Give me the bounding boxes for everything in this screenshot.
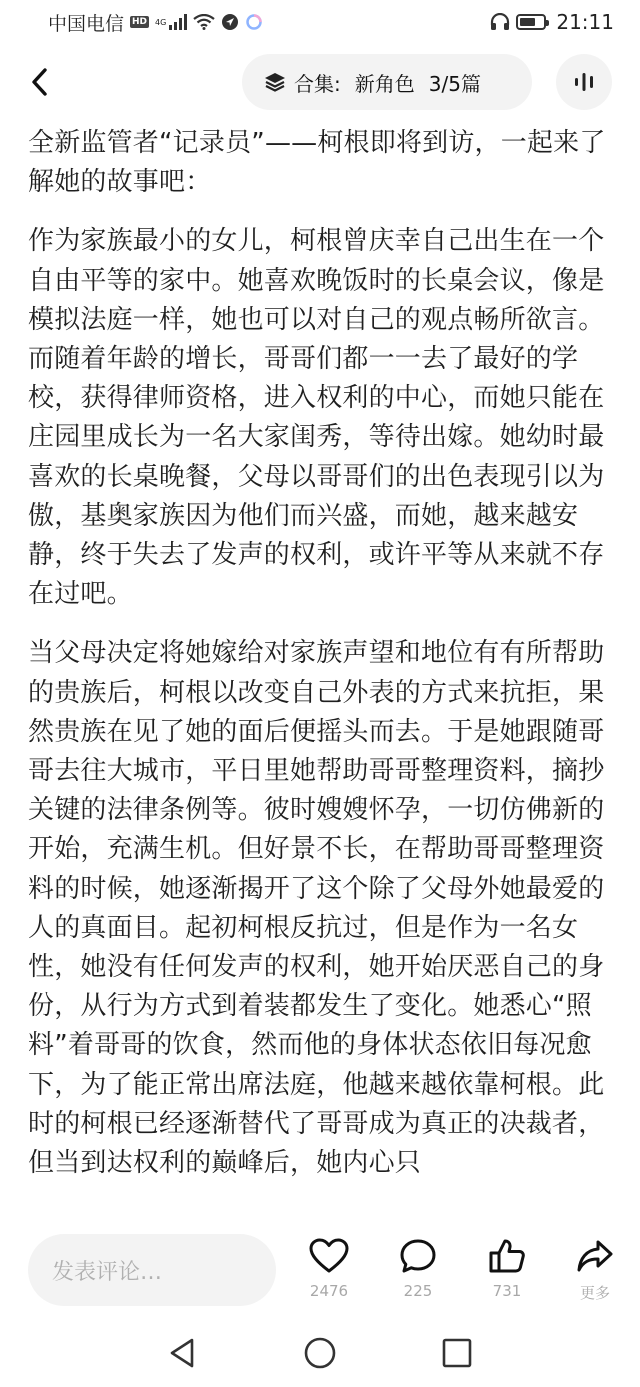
wifi-icon <box>193 14 215 30</box>
comment-bubble-icon <box>399 1238 437 1274</box>
like-button[interactable] <box>472 1238 542 1310</box>
signal-icon <box>169 14 187 30</box>
favorite-count: 2476 <box>309 1282 349 1300</box>
battery-level <box>520 18 534 26</box>
more-label: 更多 <box>579 1284 610 1302</box>
app-notification-icon <box>245 13 263 31</box>
thumbs-up-icon <box>488 1238 526 1274</box>
audio-button[interactable] <box>556 54 612 110</box>
clock: 21:11 <box>556 10 614 34</box>
nav-back-button[interactable] <box>166 1336 200 1370</box>
square-recents-icon <box>440 1336 474 1370</box>
carrier-name: 中国电信 <box>48 12 125 35</box>
back-arrow-icon <box>30 67 50 97</box>
article-paragraph: 全新监管者“记录员”——柯根即将到访，一起来了解她的故事吧： <box>28 128 606 198</box>
article-paragraph: 当父母决定将她嫁给对家族声望和地位有有所帮助的贵族后，柯根以改变自己外表的方式来抗拒，果然贵族在见了她的面后便摇头而去。于是她跟随哥哥去往大城市，平日里她帮助哥哥整理资料，摘抄关键的法律条例等。彼时嫂嫂怀孕，一切仿佛新的开始，充满生机。但好景不长，在帮助哥哥整理资料的时候，她逐渐揭开了这个除了父母外她最爱的人的真面目。起初柯根反抗过，但是作为一名女性，她没有任何发声的权利，她开始厌恶自己的身份，从行为方式到着装都发生了变化。她悉心“照料”着哥哥的饮食，然而他的身体状态依旧每况愈下，为了能正常出席法庭，他越来越依靠柯根。此时的柯根已经逐渐替代了哥哥成为真正的决裁者，但当到达权利的巅峰后，她内心只 <box>28 638 605 1179</box>
stack-icon <box>264 71 286 93</box>
nav-recents-button[interactable] <box>440 1336 474 1370</box>
article-paragraph: 作为家族最小的女儿，柯根曾庆幸自己出生在一个自由平等的家中。她喜欢晚饭时的长桌会议，像是模拟法庭一样，她也可以对自己的观点畅所欲言。而随着年龄的增长，哥哥们都一一去了最好的学校，获得律师资格，进入权利的中心，而她只能在庄园里成长为一名大家闺秀，等待出嫁。她幼时最喜欢的长桌晚餐，父母以哥哥们的出色表现引以为傲，基奥家族因为他们而兴盛，而她，越来越安静，终于失去了发声的权利，或许平等从来就不存在过吧。 <box>28 226 605 610</box>
status-bar <box>0 0 640 44</box>
hd-badge: HD <box>132 17 148 27</box>
network-type: 4G <box>155 17 167 27</box>
location-icon <box>221 13 239 31</box>
more-share-button[interactable] <box>560 1238 630 1310</box>
collection-progress: 3/5篇 <box>428 71 481 96</box>
nav-home-button[interactable] <box>303 1336 337 1370</box>
like-count: 731 <box>492 1282 522 1300</box>
comment-button[interactable] <box>383 1238 453 1310</box>
circle-home-icon <box>303 1336 337 1370</box>
favorite-button[interactable] <box>294 1238 364 1310</box>
article-body <box>28 124 618 1220</box>
comment-input[interactable] <box>28 1234 276 1306</box>
headphones-icon <box>490 13 510 31</box>
comment-placeholder: 发表评论… <box>52 1259 163 1285</box>
share-arrow-icon <box>576 1238 614 1274</box>
triangle-back-icon <box>166 1336 200 1370</box>
heart-icon <box>309 1238 349 1274</box>
collection-name: 新角色 <box>354 71 415 96</box>
collection-prefix: 合集: <box>294 71 341 96</box>
back-button[interactable] <box>20 62 60 102</box>
audio-wave-icon <box>572 70 596 94</box>
system-nav-bar <box>0 1320 640 1387</box>
comment-count: 225 <box>403 1282 433 1300</box>
bottom-action-bar <box>0 1228 640 1314</box>
collection-button[interactable] <box>242 54 532 110</box>
article-header <box>0 52 640 112</box>
battery-icon <box>516 14 546 30</box>
